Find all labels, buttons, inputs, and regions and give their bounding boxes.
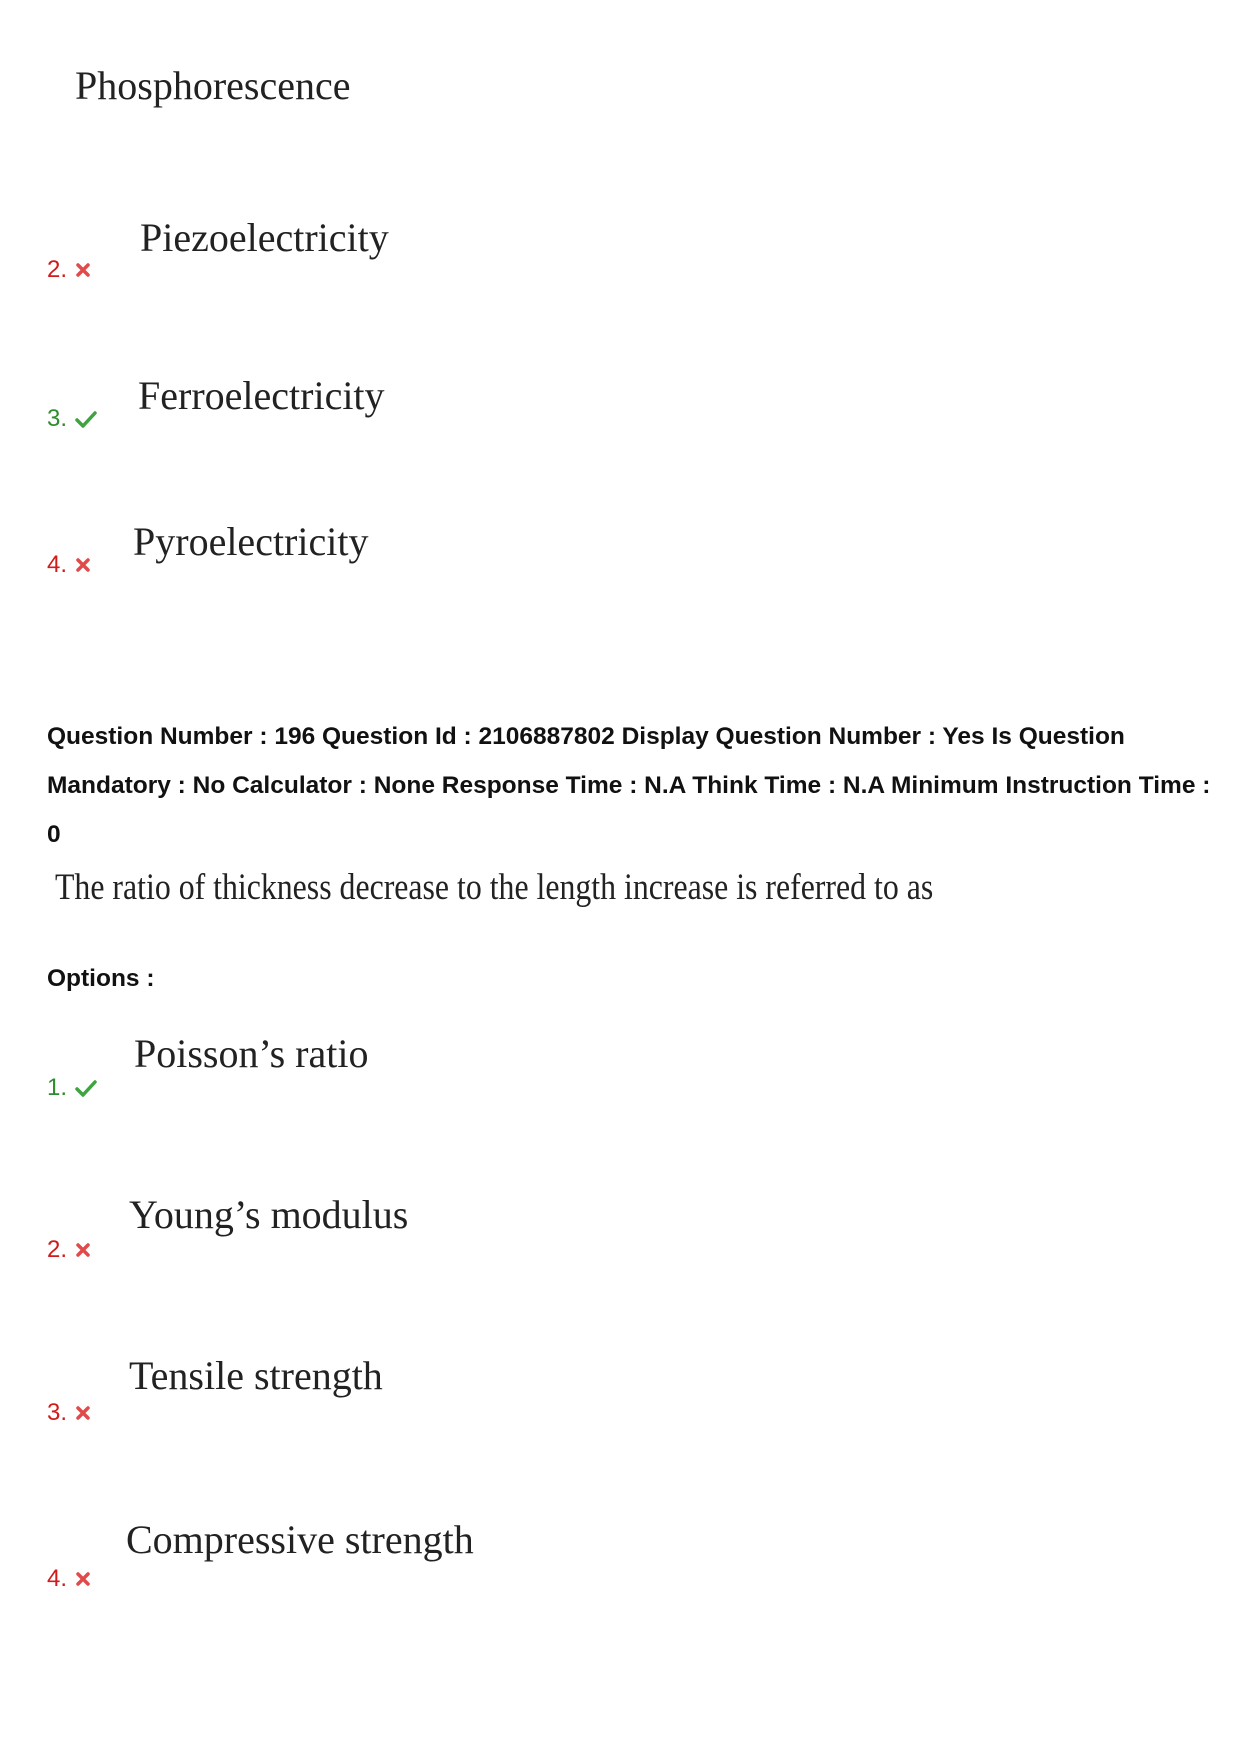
option-text: Young’s modulus: [129, 1192, 409, 1237]
option-text: Tensile strength: [129, 1353, 383, 1398]
option-text: Poisson’s ratio: [134, 1031, 369, 1076]
check-icon: [75, 1079, 97, 1097]
option-number: 1.: [47, 1074, 68, 1101]
option-number: 2.: [47, 1236, 68, 1263]
option-marker: [47, 256, 91, 284]
cross-icon: [75, 262, 91, 278]
option-marker: [47, 1236, 91, 1264]
cross-icon: [75, 1571, 91, 1587]
option-number: 3.: [47, 405, 68, 432]
option-marker: [47, 1074, 97, 1102]
question-metadata: Question Number : 196 Question Id : 2106887802 Display Question Number : Yes Is Question Mandatory : No Calculator : None Response Time : N.A Think Time : N.A Minimum Instruction Time : 0: [47, 723, 1211, 848]
cross-icon: [75, 557, 91, 573]
question-text: The ratio of thickness decrease to the length increase is referred to as: [55, 867, 934, 908]
check-icon: [75, 410, 97, 428]
cross-icon: [75, 1242, 91, 1258]
option-text: Ferroelectricity: [138, 373, 385, 418]
option-marker: [47, 1565, 91, 1593]
option-text: Pyroelectricity: [133, 519, 369, 564]
option-marker: [47, 551, 91, 579]
options-label: Options :: [47, 965, 155, 992]
cross-icon: [75, 1405, 91, 1421]
option-number: 2.: [47, 256, 68, 283]
option-text: Compressive strength: [126, 1517, 474, 1562]
option-marker: [47, 405, 97, 433]
option-number: 3.: [47, 1399, 68, 1426]
option-text: Phosphorescence: [75, 63, 351, 108]
option-number: 4.: [47, 551, 68, 578]
option-number: 4.: [47, 1565, 68, 1592]
option-marker: [47, 1399, 91, 1427]
option-text: Piezoelectricity: [140, 215, 389, 260]
